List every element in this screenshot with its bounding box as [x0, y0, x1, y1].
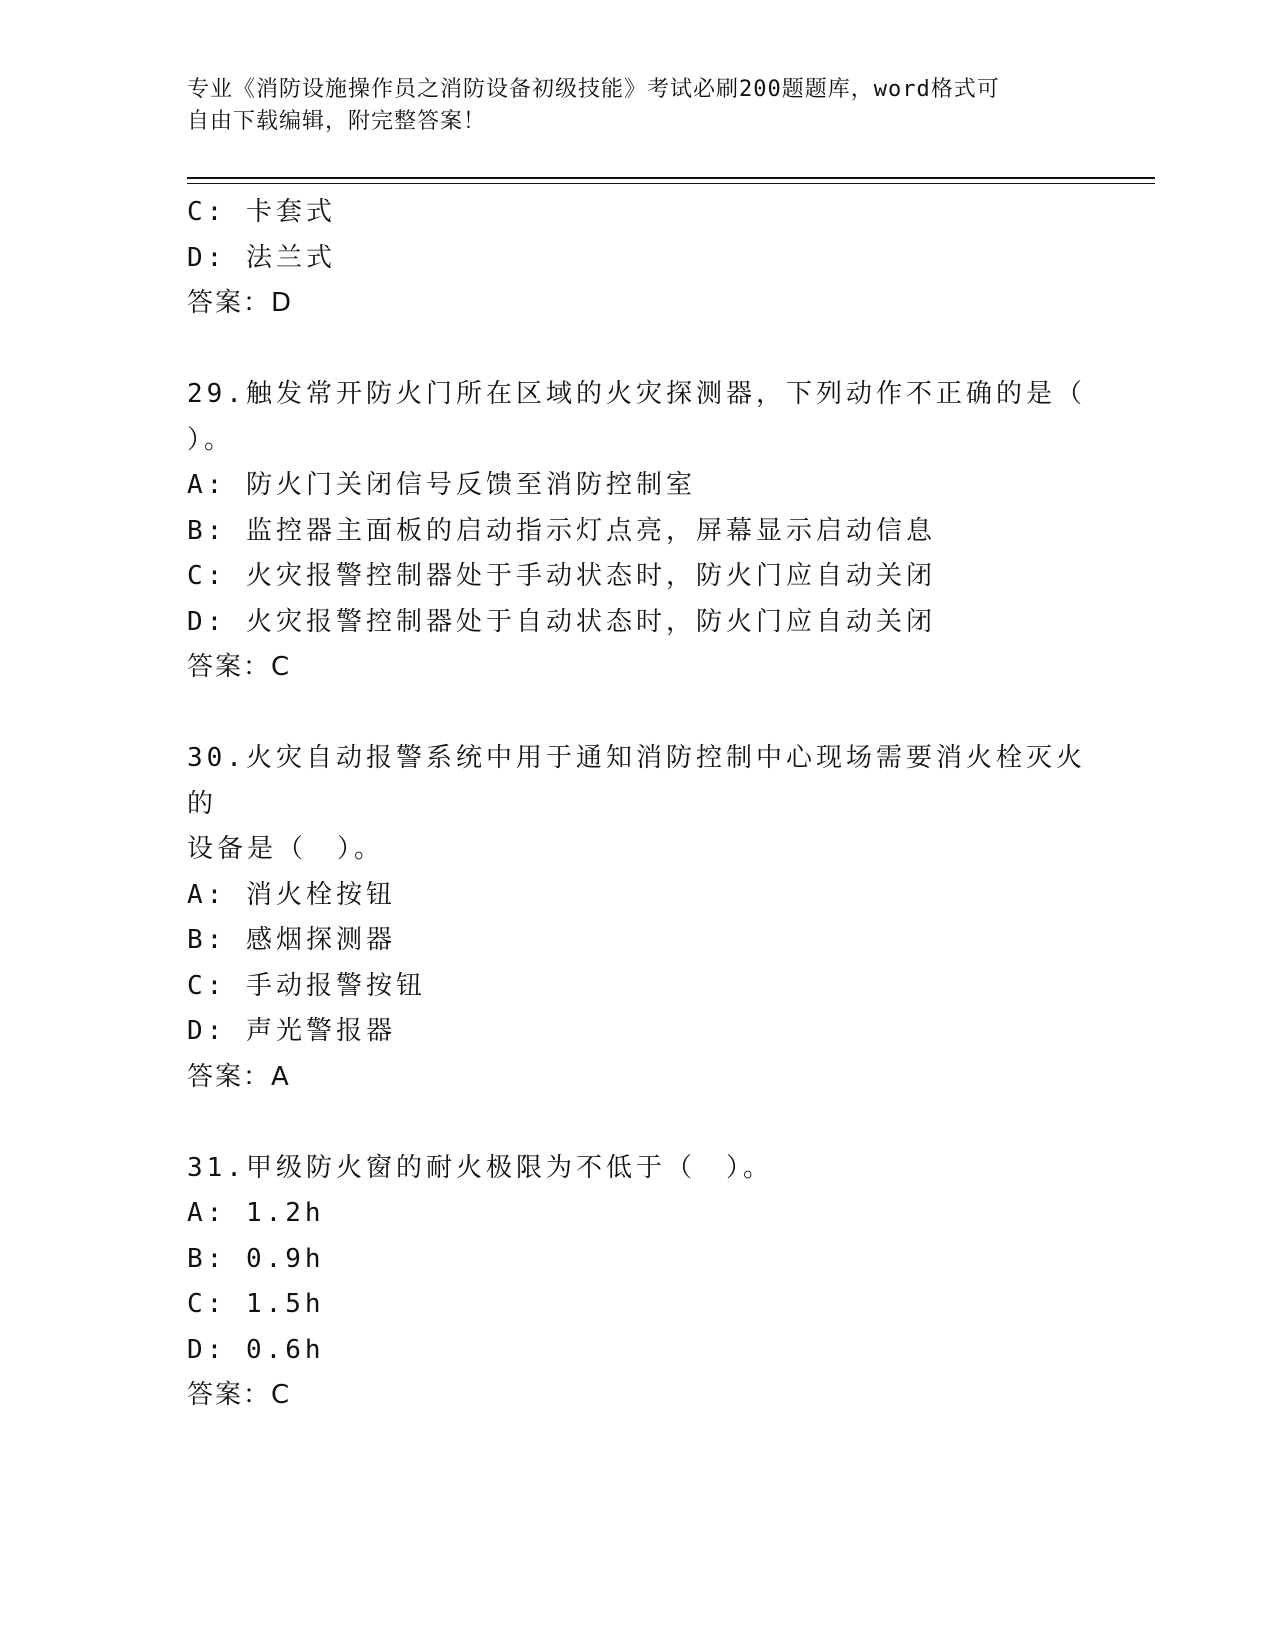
stem-line: 30.火灾自动报警系统中用于通知消防控制中心现场需要消火栓灭火的 [187, 743, 1086, 819]
option-text: 0.6h [245, 1334, 325, 1365]
option-text: 火灾报警控制器处于自动状态时，防火门应自动关闭 [245, 606, 936, 637]
option-letter: B: [187, 515, 227, 546]
option-text: 防火门关闭信号反馈至消防控制室 [245, 470, 696, 500]
question-29 [187, 372, 1087, 691]
option-text: 手动报警按钮 [245, 970, 426, 1001]
option-c [187, 554, 1087, 600]
option-d [187, 1328, 1087, 1374]
header-line-1: 专业《消防设施操作员之消防设备初级技能》考试必刷200题题库，word格式可 [187, 77, 1000, 102]
option-letter: D: [187, 242, 227, 273]
option-letter: C: [187, 1289, 227, 1319]
question-list [187, 190, 1087, 1419]
option-letter: A: [187, 470, 227, 500]
option-letter: D: [187, 606, 227, 637]
question-31 [187, 1146, 1087, 1419]
header-line-2: 自由下载编辑，附完整答案！ [187, 109, 487, 134]
option-a [187, 873, 1087, 919]
header-divider-thick [187, 177, 1155, 179]
option-a [187, 1191, 1087, 1237]
stem-line: ）。 [187, 424, 235, 455]
stem-line: 31.甲级防火窗的耐火极限为不低于（ ）。 [187, 1152, 773, 1183]
option-letter: B: [187, 925, 227, 955]
option-letter: D: [187, 1016, 227, 1046]
option-text: 法兰式 [245, 242, 336, 273]
option-a [187, 463, 1087, 509]
option-letter: B: [187, 1243, 227, 1274]
answer-line: 答案：C [187, 652, 292, 682]
option-text: 监控器主面板的启动指示灯点亮，屏幕显示启动信息 [245, 515, 936, 546]
answer-line: 答案：A [187, 1061, 291, 1092]
option-text: 1.5h [245, 1289, 325, 1319]
option-d [187, 236, 1087, 282]
stem-line: 29.触发常开防火门所在区域的火灾探测器，下列动作不正确的是（ [187, 379, 1086, 409]
stem-line: 设备是（ ）。 [187, 834, 385, 864]
option-text: 卡套式 [245, 197, 336, 227]
option-letter: C: [187, 970, 227, 1001]
header-divider-thin [187, 183, 1155, 184]
question-stem [187, 736, 1087, 873]
option-text: 感烟探测器 [245, 925, 396, 955]
option-c [187, 190, 1087, 236]
question-stem [187, 372, 1087, 463]
option-text: 0.9h [245, 1243, 325, 1274]
answer-line: 答案：D [187, 288, 294, 318]
option-b [187, 918, 1087, 964]
option-b [187, 1237, 1087, 1283]
question-30 [187, 736, 1087, 1100]
option-c [187, 964, 1087, 1010]
option-text: 火灾报警控制器处于手动状态时，防火门应自动关闭 [245, 561, 936, 591]
option-text: 1.2h [245, 1198, 325, 1228]
question-stem [187, 1146, 1087, 1192]
option-text: 消火栓按钮 [245, 879, 396, 910]
option-d [187, 600, 1087, 646]
option-b [187, 509, 1087, 555]
option-letter: D: [187, 1334, 227, 1365]
option-c [187, 1282, 1087, 1328]
option-letter: A: [187, 879, 227, 910]
option-letter: A: [187, 1198, 227, 1228]
document-header [187, 74, 1067, 138]
option-letter: C: [187, 197, 227, 227]
option-d [187, 1009, 1087, 1055]
carryover-block [187, 190, 1087, 327]
option-text: 声光警报器 [245, 1016, 396, 1046]
option-letter: C: [187, 561, 227, 591]
answer-line: 答案：C [187, 1380, 292, 1410]
